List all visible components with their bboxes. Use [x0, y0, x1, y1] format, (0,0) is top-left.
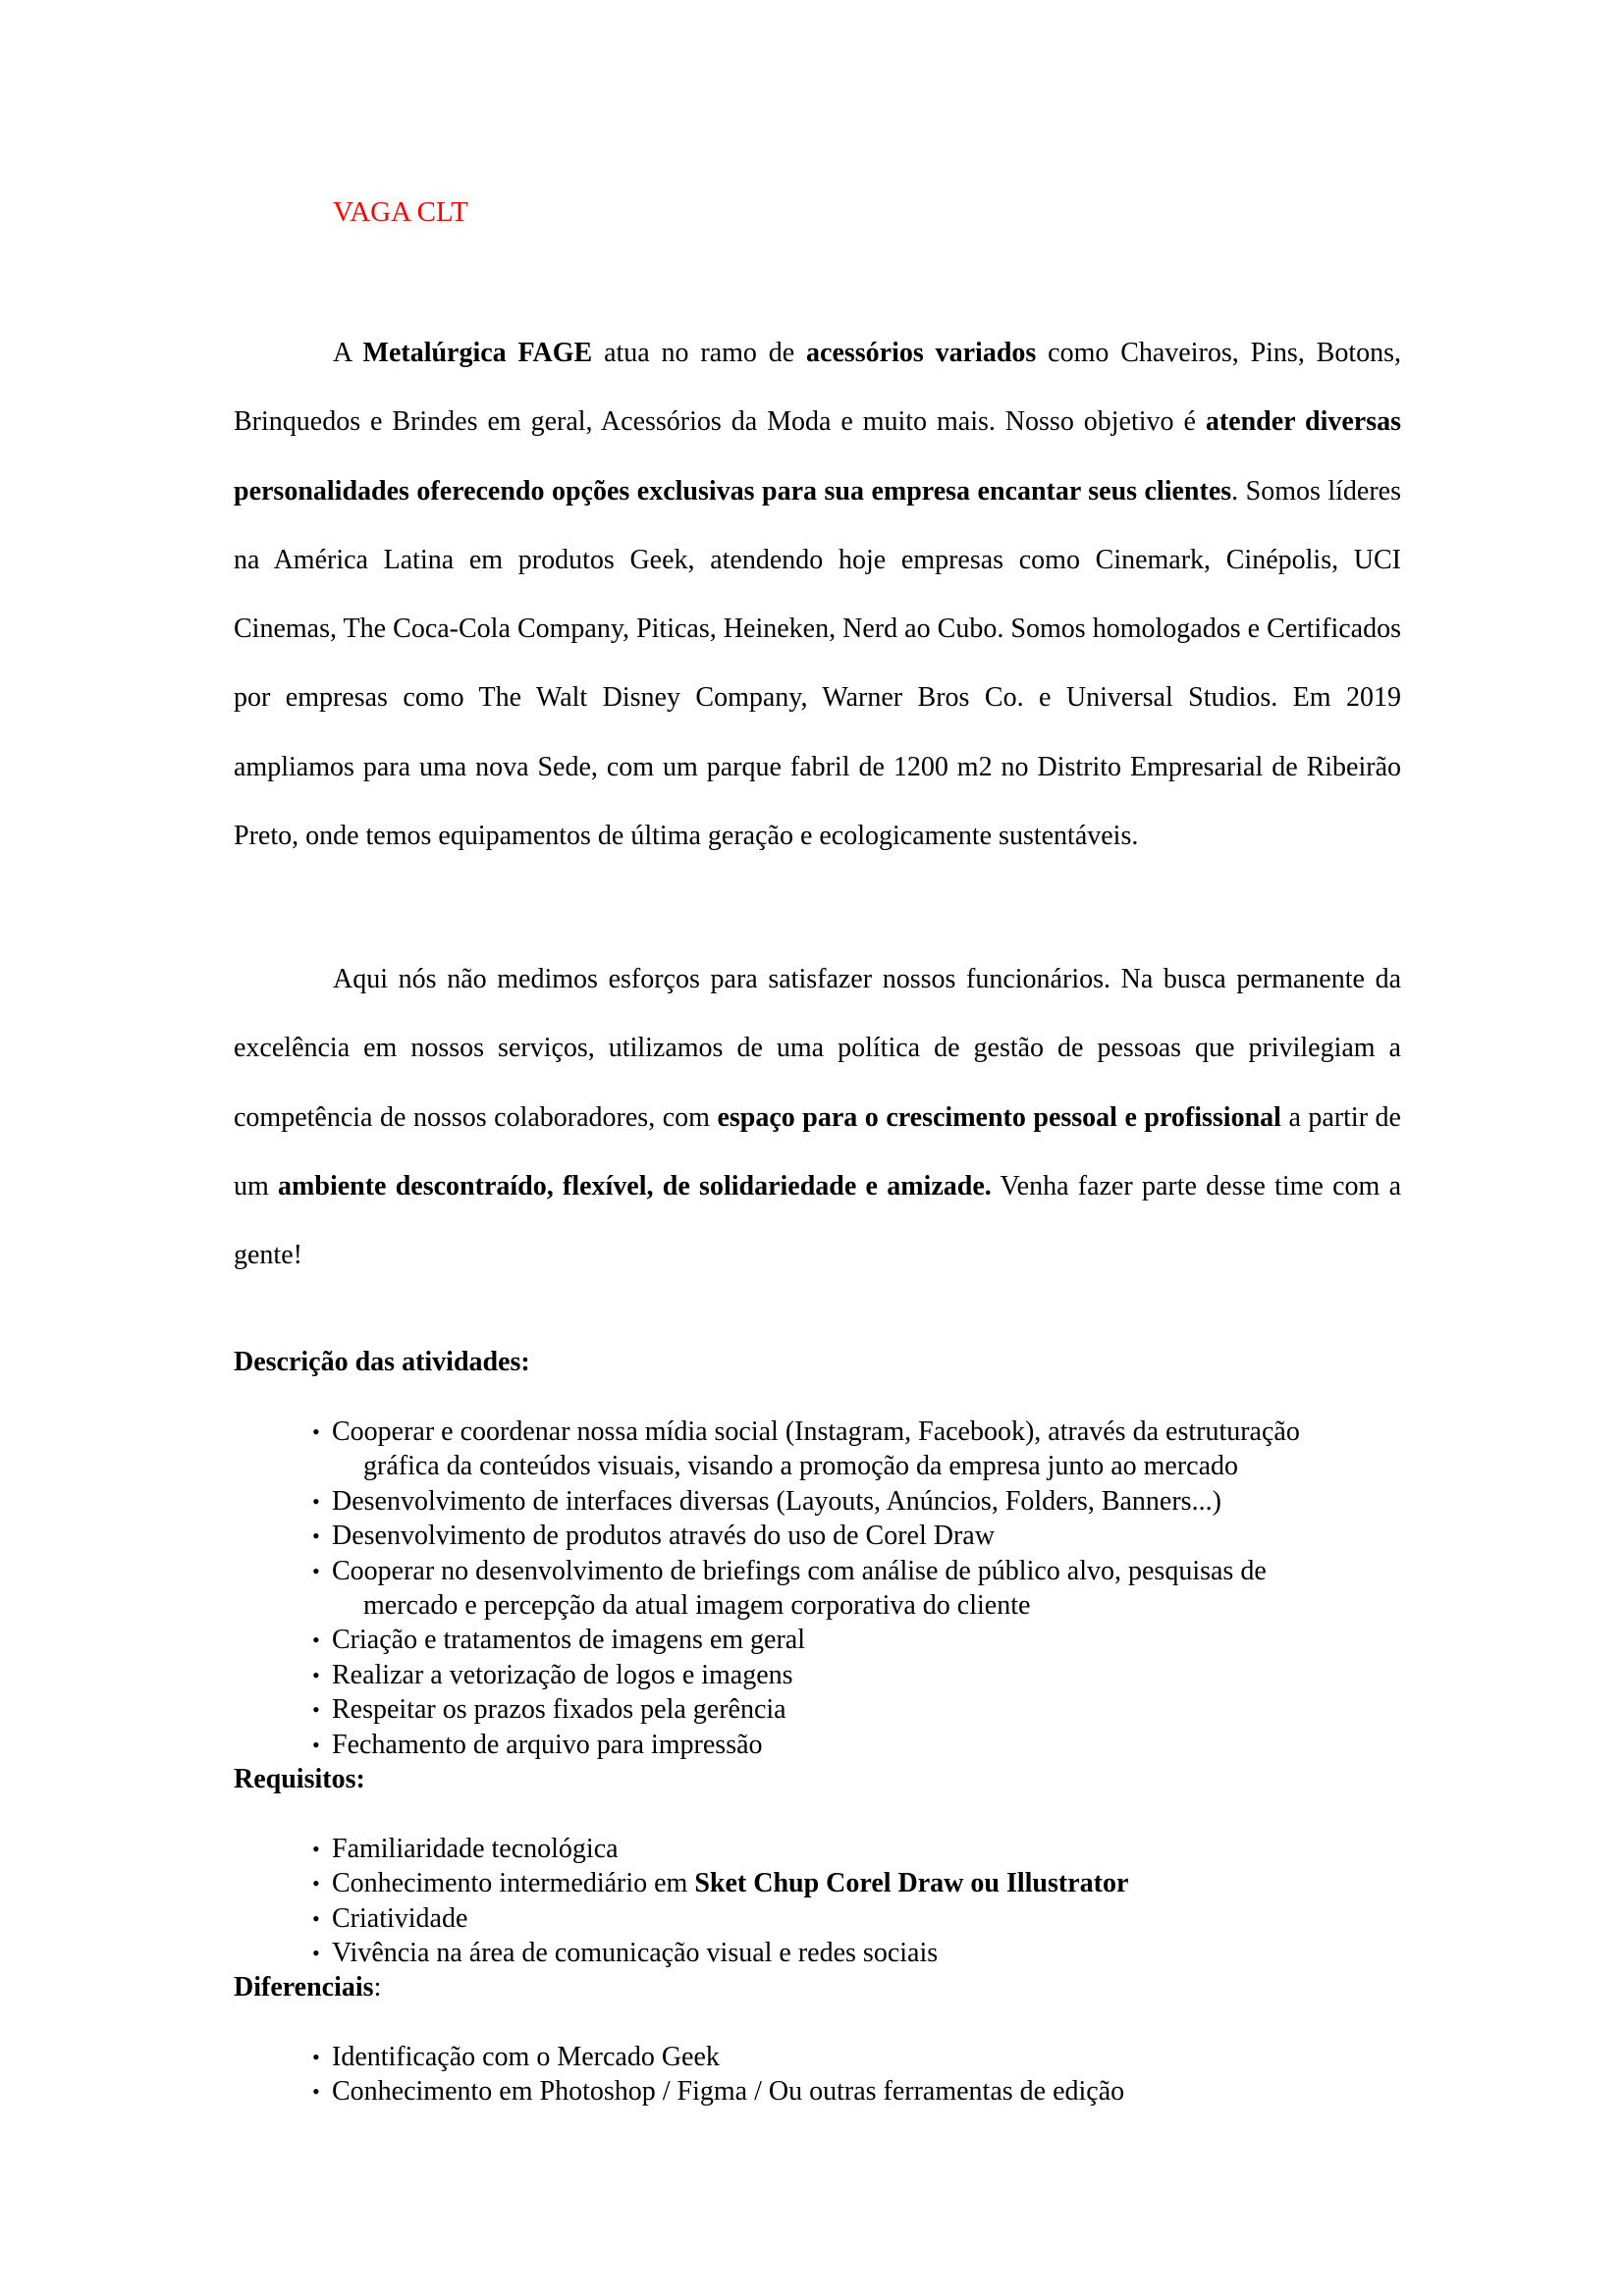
list-item [312, 1832, 1402, 1866]
list-item-text: Vivência na área de comunicação visual e redes sociais [332, 1938, 939, 1969]
list-item-continuation: mercado e percepção da atual imagem corporativa do cliente [363, 1590, 1031, 1622]
list-item [312, 1623, 1402, 1657]
requirements-heading: Requisitos: [234, 1764, 365, 1794]
bullet-icon: • [312, 2079, 320, 2105]
list-item-bold-tools: Sket Chup Corel Draw ou Illustrator [694, 1868, 1129, 1899]
list-item-text: Fechamento de arquivo para impressão [332, 1729, 763, 1760]
list-item [312, 2074, 1402, 2109]
bullet-icon: • [312, 2045, 320, 2069]
list-item [312, 1728, 1402, 1762]
list-item-continuation: gráfica da conteúdos visuais, visando a promoção da empresa junto ao mercado [363, 1451, 1239, 1482]
list-item-text: Criação e tratamentos de imagens em geral [332, 1625, 806, 1656]
p1-text-4: . Somos líderes na América Latina em produtos Geek, atendendo hoje empresas como Cinemark, Cinépolis, UCI Cinemas, The Coca-Cola Company, Piticas, Heineken, Nerd ao Cubo. Somos homologados e Certificados por empresas como The Walt Disney Company, Warner Bros Co. e Universal Studios. Em 2019 ampliamos para uma nova Sede, com um parque fabril de 1200 m2 no Distrito Empresarial de Ribeirão Preto, onde temos equipamentos de última geração e ecologicamente sustentáveis. [234, 475, 1401, 852]
list-item-text: Desenvolvimento de interfaces diversas (Layouts, Anúncios, Folders, Banners...) [332, 1485, 1221, 1517]
bullet-icon: • [312, 1488, 320, 1514]
bullet-icon: • [312, 1871, 320, 1896]
p1-text-3: como Chaveiros, Pins, Botons, Brinquedos e Brindes em geral, Acessórios da Moda e muito mais. Nosso objetivo é [234, 338, 1402, 438]
differentials-heading [234, 1970, 381, 2005]
requirements-list [312, 1832, 1402, 1971]
p1-bold-company-name: Metalúrgica FAGE [362, 338, 593, 368]
bullet-icon: • [312, 1628, 320, 1653]
list-item-text: Familiaridade tecnológica [332, 1834, 619, 1864]
bullet-icon: • [312, 1697, 320, 1723]
intro-paragraph-company [234, 319, 1401, 871]
differentials-heading-text: Diferenciais [234, 1972, 374, 2002]
p2-text-2: a partir de um [234, 1101, 1401, 1201]
list-item-text: Respeitar os prazos fixados pela gerência [332, 1694, 786, 1726]
p2-bold-environment: ambiente descontraído, flexível, de solidariedade e amizade. [278, 1170, 992, 1201]
list-item [312, 2040, 1402, 2074]
list-item-text: Conhecimento em Photoshop / Figma / Ou outras ferramentas de edição [332, 2076, 1125, 2108]
differentials-list [312, 2040, 1402, 2109]
p1-bold-objective: atender diversas personalidades oferecendo opções exclusivas para sua empresa encantar seus clientes [234, 406, 1402, 507]
list-item-text: Realizar a vetorização de logos e imagens [332, 1659, 793, 1690]
list-item-text: Identificação com o Mercado Geek [332, 2042, 720, 2072]
bullet-icon: • [312, 1662, 320, 1687]
list-item-text: Cooperar e coordenar nossa mídia social (Instagram, Facebook), através da estruturação [332, 1416, 1300, 1447]
list-item-text: Desenvolvimento de produtos através do uso de Corel Draw [332, 1521, 995, 1552]
list-item [312, 1692, 1402, 1727]
list-item-text: Cooperar no desenvolvimento de briefings com análise de público alvo, pesquisas de [332, 1555, 1267, 1586]
list-item-text: Criatividade [332, 1902, 468, 1934]
list-item [312, 1554, 1402, 1624]
list-item [312, 1866, 1402, 1900]
list-item-text: Conhecimento intermediário em [332, 1868, 695, 1899]
list-item [312, 1415, 1402, 1484]
p1-text-1: A [333, 338, 363, 368]
list-item [312, 1901, 1402, 1936]
list-item [312, 1658, 1402, 1692]
p1-text-2: atua no ramo de [592, 338, 807, 368]
bullet-icon: • [312, 1558, 320, 1583]
bullet-icon: • [312, 1523, 320, 1549]
activities-heading: Descrição das atividades: [234, 1347, 530, 1377]
p2-text-3: Venha fazer parte desse time com a gente! [234, 1170, 1402, 1271]
differentials-heading-colon: : [373, 1972, 382, 2002]
activities-list [312, 1415, 1402, 1762]
list-item [312, 1519, 1402, 1553]
intro-paragraph-culture [234, 945, 1401, 1290]
p2-bold-growth: espaço para o crescimento pessoal e profissional [717, 1101, 1281, 1133]
bullet-icon: • [312, 1419, 320, 1444]
bullet-icon: • [312, 1732, 320, 1757]
list-item [312, 1936, 1402, 1970]
bullet-icon: • [312, 1941, 320, 1966]
p2-text-1: Aqui nós não medimos esforços para satisfazer nossos funcionários. Na busca permanente da excelência em nossos serviços, utilizamos de uma política de gestão de pessoas que privilegiam a competência de nossos colaboradores, com [234, 964, 1401, 1133]
bullet-icon: • [312, 1905, 320, 1931]
p1-bold-accessories: acessórios variados [806, 338, 1037, 368]
job-title: VAGA CLT [333, 196, 468, 228]
bullet-icon: • [312, 1837, 320, 1861]
list-item [312, 1484, 1402, 1519]
